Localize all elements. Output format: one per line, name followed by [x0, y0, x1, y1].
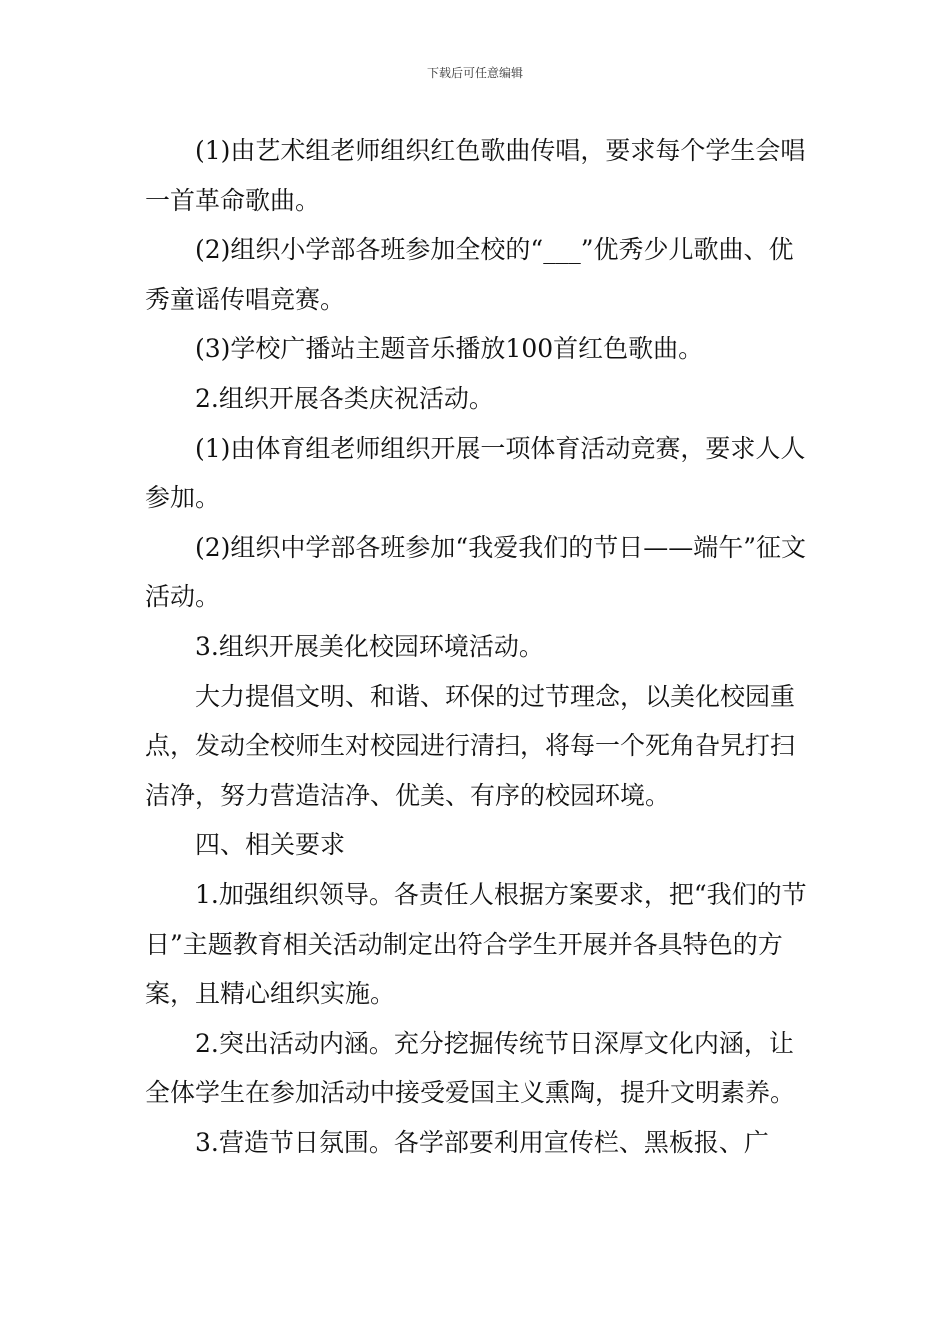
paragraph-1: (1)由艺术组老师组织红色歌曲传唱，要求每个学生会唱一首革命歌曲。: [145, 136, 806, 215]
paragraph-2: (2)组织小学部各班参加全校的“___”优秀少儿歌曲、优秀童谣传唱竞赛。: [145, 235, 794, 314]
paragraph-6: (2)组织中学部各班参加“我爱我们的节日——端午”征文活动。: [145, 532, 806, 612]
paragraph-7: 3.组织开展美化校园环境活动。: [195, 631, 544, 661]
section-heading: 四、相关要求: [195, 830, 346, 860]
paragraph-3: (3)学校广播站主题音乐播放100首红色歌曲。: [195, 334, 704, 364]
paragraph-4: 2.组织开展各类庆祝活动。: [195, 383, 494, 413]
paragraph-11: 3.营造节日氛围。各学部要利用宣传栏、黑板报、广: [195, 1127, 769, 1157]
paragraph-8: 大力提倡文明、和谐、环保的过节理念，以美化校园重点，发动全校师生对校园进行清扫，将每一个死角旮旯打扫洁净，努力营造洁净、优美、有序的校园环境。: [145, 681, 796, 810]
paragraph-5: (1)由体育组老师组织开展一项体育活动竞赛，要求人人参加。: [145, 433, 806, 513]
paragraph-9: 1.加强组织领导。各责任人根据方案要求，把“我们的节日”主题教育相关活动制定出符合学生开展并各具特色的方案，且精心组织实施。: [145, 879, 807, 1009]
paragraph-10: 2.突出活动内涵。充分挖掘传统节日深厚文化内涵，让全体学生在参加活动中接受爱国主义熏陶，提升文明素养。: [145, 1028, 796, 1108]
page-header: 下载后可任意编辑: [426, 66, 523, 80]
document-body: [145, 126, 815, 1167]
